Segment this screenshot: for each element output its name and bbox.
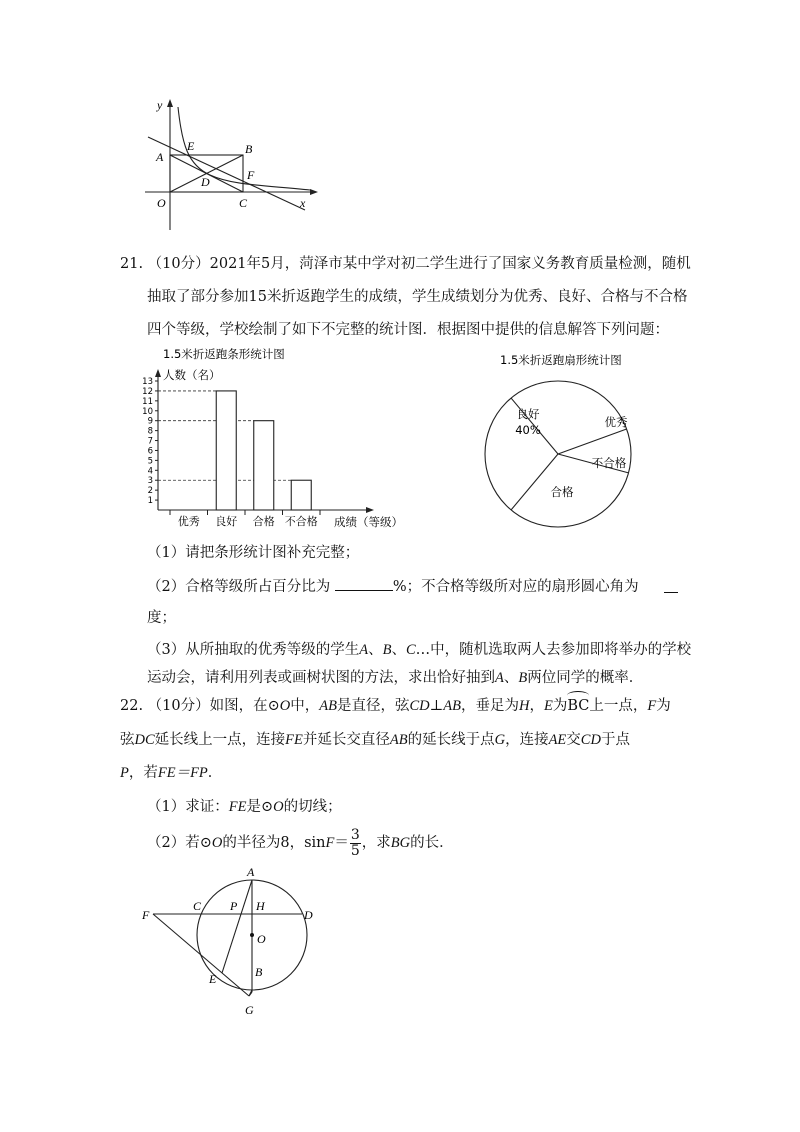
var-P: P: [120, 765, 129, 781]
q21-sub2-text-b: %；不合格等级所对应的扇形圆心角为: [392, 579, 639, 595]
bar-chart-title: 1.5米折返跑条形统计图: [163, 347, 285, 361]
label-x: x: [300, 196, 306, 210]
q21-sub3-text-a: （3）从所抽取的优秀等级的学生: [147, 642, 360, 658]
fraction-numerator: 3: [350, 826, 360, 843]
bar-chart: [138, 343, 428, 538]
q22-sub2-c: ＝: [334, 835, 349, 851]
pie-chart-title: 1.5米折返跑扇形统计图: [500, 353, 622, 367]
label-F: F: [247, 168, 255, 182]
x-tick-label: 不合格: [284, 515, 318, 528]
q21-sub2-cont: 度；: [147, 610, 176, 626]
var-DC: DC: [134, 732, 155, 748]
q22-l3-a: ，若: [128, 765, 158, 781]
bar-良好: [216, 391, 236, 510]
var-O: O: [279, 698, 291, 714]
fraction-3-5: [350, 828, 361, 859]
q22-l1-h: 上一点，: [589, 698, 648, 714]
q22-l2-e: ，连接: [505, 732, 549, 748]
q22-line2: [120, 730, 630, 750]
y-tick-label: 11: [142, 396, 153, 407]
var-F: F: [647, 698, 657, 714]
q22-l2-a: 弦: [120, 732, 135, 748]
q22-l1-c: 是直径，弦: [336, 698, 410, 714]
q22-line1: [120, 696, 671, 716]
q22-l1-b: 中，: [290, 698, 320, 714]
y-tick-label: 2: [147, 486, 153, 497]
label-P: P: [230, 899, 238, 913]
bar-chart-ylabel: 人数（名）: [163, 368, 221, 382]
y-tick-label: 9: [147, 416, 153, 427]
label-B: B: [255, 965, 263, 979]
q22-number: 22.: [120, 698, 144, 714]
x-tick-label: 优秀: [177, 515, 200, 528]
label-y: y: [157, 98, 163, 112]
q22-line3: [120, 763, 222, 783]
label-B: B: [245, 142, 253, 156]
q22-l2-c: 并延长交直径: [302, 732, 390, 748]
q21-sub2-text-a: （2）合格等级所占百分比为: [147, 579, 331, 595]
var-B: B: [518, 670, 528, 686]
answer-blank-percent[interactable]: [335, 576, 393, 591]
q22-sub2-b: 的半径为8，sin: [222, 835, 326, 851]
q21-sub3-line2: [147, 668, 643, 688]
label-D: D: [201, 175, 210, 189]
q21-sub3-line2-text-b: 两位同学的概率．: [527, 670, 644, 686]
var-AB: AB: [443, 698, 461, 714]
q21-sub3: [147, 640, 691, 660]
q22-sub2-a: （2）若⊙: [147, 835, 212, 851]
q21-sub2: [147, 576, 639, 597]
var-C: C: [405, 642, 416, 658]
q22-l2-g: 于点: [600, 732, 630, 748]
y-tick-label: 10: [142, 406, 153, 417]
bar-y-arrow: [155, 369, 161, 377]
q21-sub3-line2-text-a: 运动会，请利用列表或画树状图的方法，求出恰好抽到: [147, 670, 495, 686]
pie-label-良好: 良好: [516, 407, 540, 421]
label-C: C: [239, 196, 248, 210]
var-O: O: [211, 835, 223, 851]
equation-FE-FP: FE＝FP: [157, 765, 208, 781]
y-tick-label: 13: [142, 377, 153, 387]
y-tick-label: 5: [147, 456, 153, 467]
label-H: H: [256, 899, 265, 913]
center-dot: [250, 933, 254, 937]
q22-l1-g: 为: [552, 698, 568, 714]
q22-l1-e: ，垂足为: [461, 698, 519, 714]
q21-sub3-line2-sep: 、: [503, 670, 519, 686]
q21-sub3-sep2: 、: [391, 642, 406, 658]
q22-l1-f: ，: [529, 698, 544, 714]
y-tick-label: 1: [147, 496, 153, 507]
bar-不合格: [291, 480, 311, 510]
var-G: G: [494, 732, 506, 748]
q21-line2: 抽取了部分参加15米折返跑学生的成绩，学生成绩划分为优秀、良好、合格与不合格: [147, 289, 688, 305]
var-F: F: [325, 835, 335, 851]
q21-sub3-sep1: 、: [368, 642, 383, 658]
var-AB: AB: [319, 698, 337, 714]
q22-points: （10分）: [147, 698, 210, 714]
q21-line1: [120, 254, 691, 274]
q22-l2-f: 交: [566, 732, 581, 748]
label-D: D: [304, 908, 313, 922]
pie-label-优秀: 优秀: [604, 415, 628, 429]
y-tick-label: 6: [147, 446, 153, 457]
var-CD: CD: [580, 732, 601, 748]
pie-percent-良好: 40%: [515, 423, 541, 437]
q22-sub2-e: 的长．: [410, 835, 454, 851]
q21-sub3-text-b: …中，随机选取两人去参加即将举办的学校: [415, 642, 692, 658]
var-H: H: [519, 698, 530, 714]
q22-l1-i: 为: [656, 698, 671, 714]
q22-sub1-b: 是⊙: [246, 799, 274, 815]
var-AE: AE: [548, 732, 567, 748]
bar-chart-xlabel: 成绩（等级）: [334, 515, 403, 529]
figure-q22: [135, 862, 335, 1022]
var-O: O: [273, 799, 284, 815]
label-C: C: [193, 899, 202, 913]
q22-sub1: [147, 797, 342, 817]
pie-label-不合格: 不合格: [591, 456, 627, 470]
line-through-E-F: [148, 137, 305, 210]
pie-label-合格: 合格: [550, 485, 574, 499]
q22-l1-a: 如图，在⊙: [209, 698, 280, 714]
answer-blank-angle[interactable]: [664, 578, 678, 593]
q22-sub1-a: （1）求证：: [147, 799, 229, 815]
q22-sub1-c: 的切线；: [283, 799, 342, 815]
bar-合格: [254, 421, 274, 510]
q22-l3-b: ．: [207, 765, 223, 781]
label-E: E: [209, 972, 217, 986]
var-BG: BG: [390, 835, 411, 851]
var-AB: AB: [389, 732, 408, 748]
q21-sub1: （1）请把条形统计图补充完整；: [147, 545, 360, 561]
label-O: O: [257, 932, 266, 946]
label-O: O: [157, 196, 166, 210]
y-tick-label: 3: [147, 476, 153, 487]
q22-sub2-d: ，求: [361, 835, 391, 851]
fraction-denominator: 5: [350, 842, 360, 859]
x-tick-label: 合格: [252, 515, 275, 528]
var-FE: FE: [285, 732, 303, 748]
q21-points: （10分）: [147, 256, 210, 272]
q22-l2-d: 的延长线于点: [407, 732, 495, 748]
y-tick-label: 4: [147, 466, 153, 477]
x-tick-label: 良好: [215, 515, 238, 528]
line-AE: [222, 880, 252, 973]
y-tick-label: 8: [147, 426, 153, 437]
q22-sub2: [147, 826, 454, 860]
line-FG: [153, 914, 249, 996]
figure-q20: [140, 95, 320, 235]
q22-l2-b: 延长线上一点，连接: [154, 732, 286, 748]
perp-symbol: ⊥: [429, 698, 444, 714]
y-tick-label: 7: [147, 436, 153, 447]
y-tick-label: 12: [142, 386, 153, 397]
var-FE: FE: [228, 799, 247, 815]
var-E: E: [543, 698, 553, 714]
label-A: A: [247, 865, 255, 879]
q21-text-1: 2021年5月，菏泽市某中学对初二学生进行了国家义务教育质量检测，随机: [209, 256, 691, 272]
label-G: G: [245, 1003, 254, 1017]
label-A: A: [156, 150, 164, 164]
var-B: B: [382, 642, 392, 658]
var-A: A: [495, 670, 504, 686]
pie-chart: [478, 346, 653, 536]
q21-number: 21.: [120, 256, 144, 272]
label-F: F: [142, 908, 150, 922]
q21-line3: 四个等级，学校绘制了如下不完整的统计图．根据图中提供的信息解答下列问题：: [147, 322, 669, 338]
bar-x-arrow: [366, 507, 374, 513]
var-A: A: [359, 642, 369, 658]
arc-BC: BC: [567, 698, 590, 714]
var-CD: CD: [409, 698, 430, 714]
label-E: E: [187, 139, 195, 153]
